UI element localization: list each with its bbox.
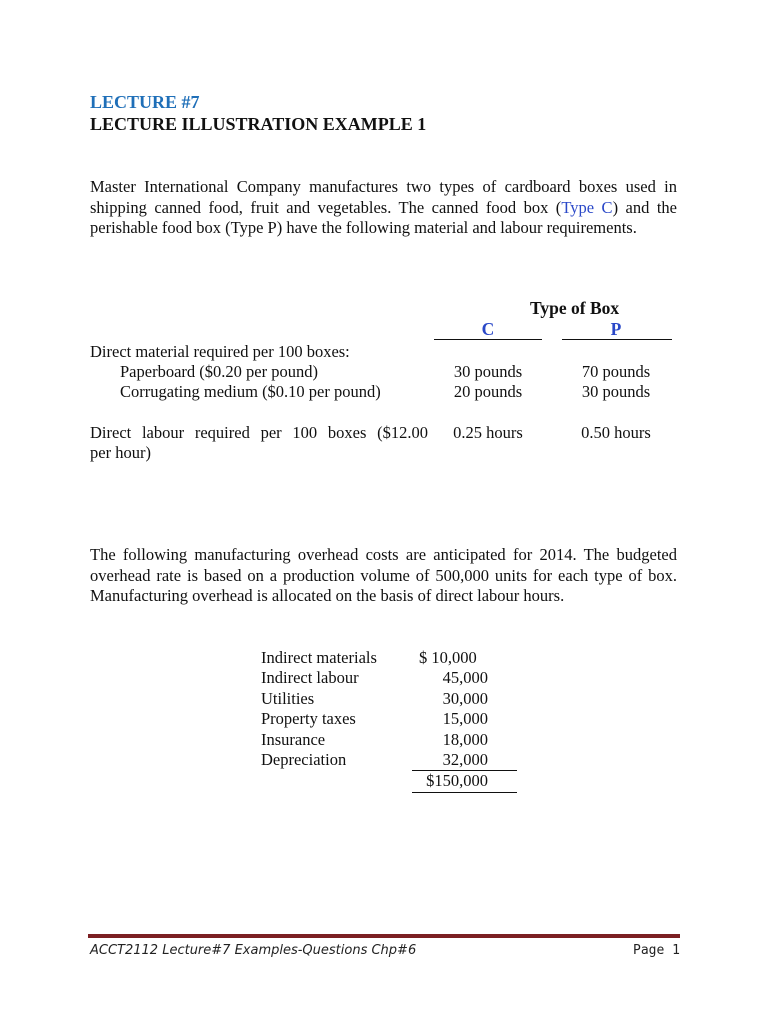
labour-label-line2: per hour) xyxy=(90,443,151,462)
column-header-c: C xyxy=(481,319,495,339)
intro-paragraph xyxy=(90,177,677,239)
labour-p: 0.50 hours xyxy=(581,423,651,442)
cost-label-utilities: Utilities xyxy=(261,689,315,708)
page-number: Page 1 xyxy=(633,943,680,958)
type-of-box-header: Type of Box xyxy=(530,298,620,318)
cost-label-indirect-materials: Indirect materials xyxy=(261,648,377,667)
paperboard-label: Paperboard ($0.20 per pound) xyxy=(120,362,318,381)
cost-value-indirect-labour: 45,000 xyxy=(442,668,488,687)
cost-label-depreciation: Depreciation xyxy=(261,750,347,769)
labour-c: 0.25 hours xyxy=(453,423,523,442)
cost-value-indirect-materials: $ 10,000 xyxy=(419,648,477,667)
cost-value-property-taxes: 15,000 xyxy=(442,709,488,728)
column-header-p: P xyxy=(610,319,622,339)
corrugating-c: 20 pounds xyxy=(453,382,523,401)
cost-label-indirect-labour: Indirect labour xyxy=(261,668,359,687)
paperboard-c: 30 pounds xyxy=(453,362,523,381)
footer-course-label: ACCT2112 Lecture#7 Examples-Questions Chp#6 xyxy=(90,943,417,958)
corrugating-label: Corrugating medium ($0.10 per pound) xyxy=(120,382,381,401)
overhead-paragraph: The following manufacturing overhead costs are anticipated for 2014. The budgeted overhead rate is based on a production volume of 500,000 units for each type of box. Manufacturing overhead is allocated on the basis of direct labour hours. xyxy=(90,545,677,605)
paperboard-p: 70 pounds xyxy=(581,362,651,381)
labour-label-line1: Direct labour required per 100 boxes ($12.00 xyxy=(90,423,428,442)
lecture-number: LECTURE #7 xyxy=(90,92,200,112)
lecture-title: LECTURE ILLUSTRATION EXAMPLE 1 xyxy=(90,114,427,134)
cost-label-property-taxes: Property taxes xyxy=(261,709,356,728)
cost-value-insurance: 18,000 xyxy=(442,730,488,749)
column-c-underline xyxy=(434,339,542,340)
material-heading: Direct material required per 100 boxes: xyxy=(90,342,350,361)
column-p-underline xyxy=(562,339,672,340)
cost-value-depreciation: 32,000 xyxy=(442,750,488,769)
intro-text-1: Master International Company manufactures two types of cardboard boxes used in shipping canned food, fruit and vegetables. The canned food box ( xyxy=(90,177,677,217)
intro-text-2: ) and the perishable food box (Type P) have the following material and labour requirements. xyxy=(90,197,678,237)
cost-total: $150,000 xyxy=(426,771,488,790)
corrugating-p: 30 pounds xyxy=(581,382,651,401)
cost-value-utilities: 30,000 xyxy=(442,689,488,708)
cost-label-insurance: Insurance xyxy=(261,730,326,749)
total-bottom-rule xyxy=(412,792,517,793)
footer-rule xyxy=(88,934,680,938)
type-c-highlight: Type C xyxy=(561,197,613,217)
